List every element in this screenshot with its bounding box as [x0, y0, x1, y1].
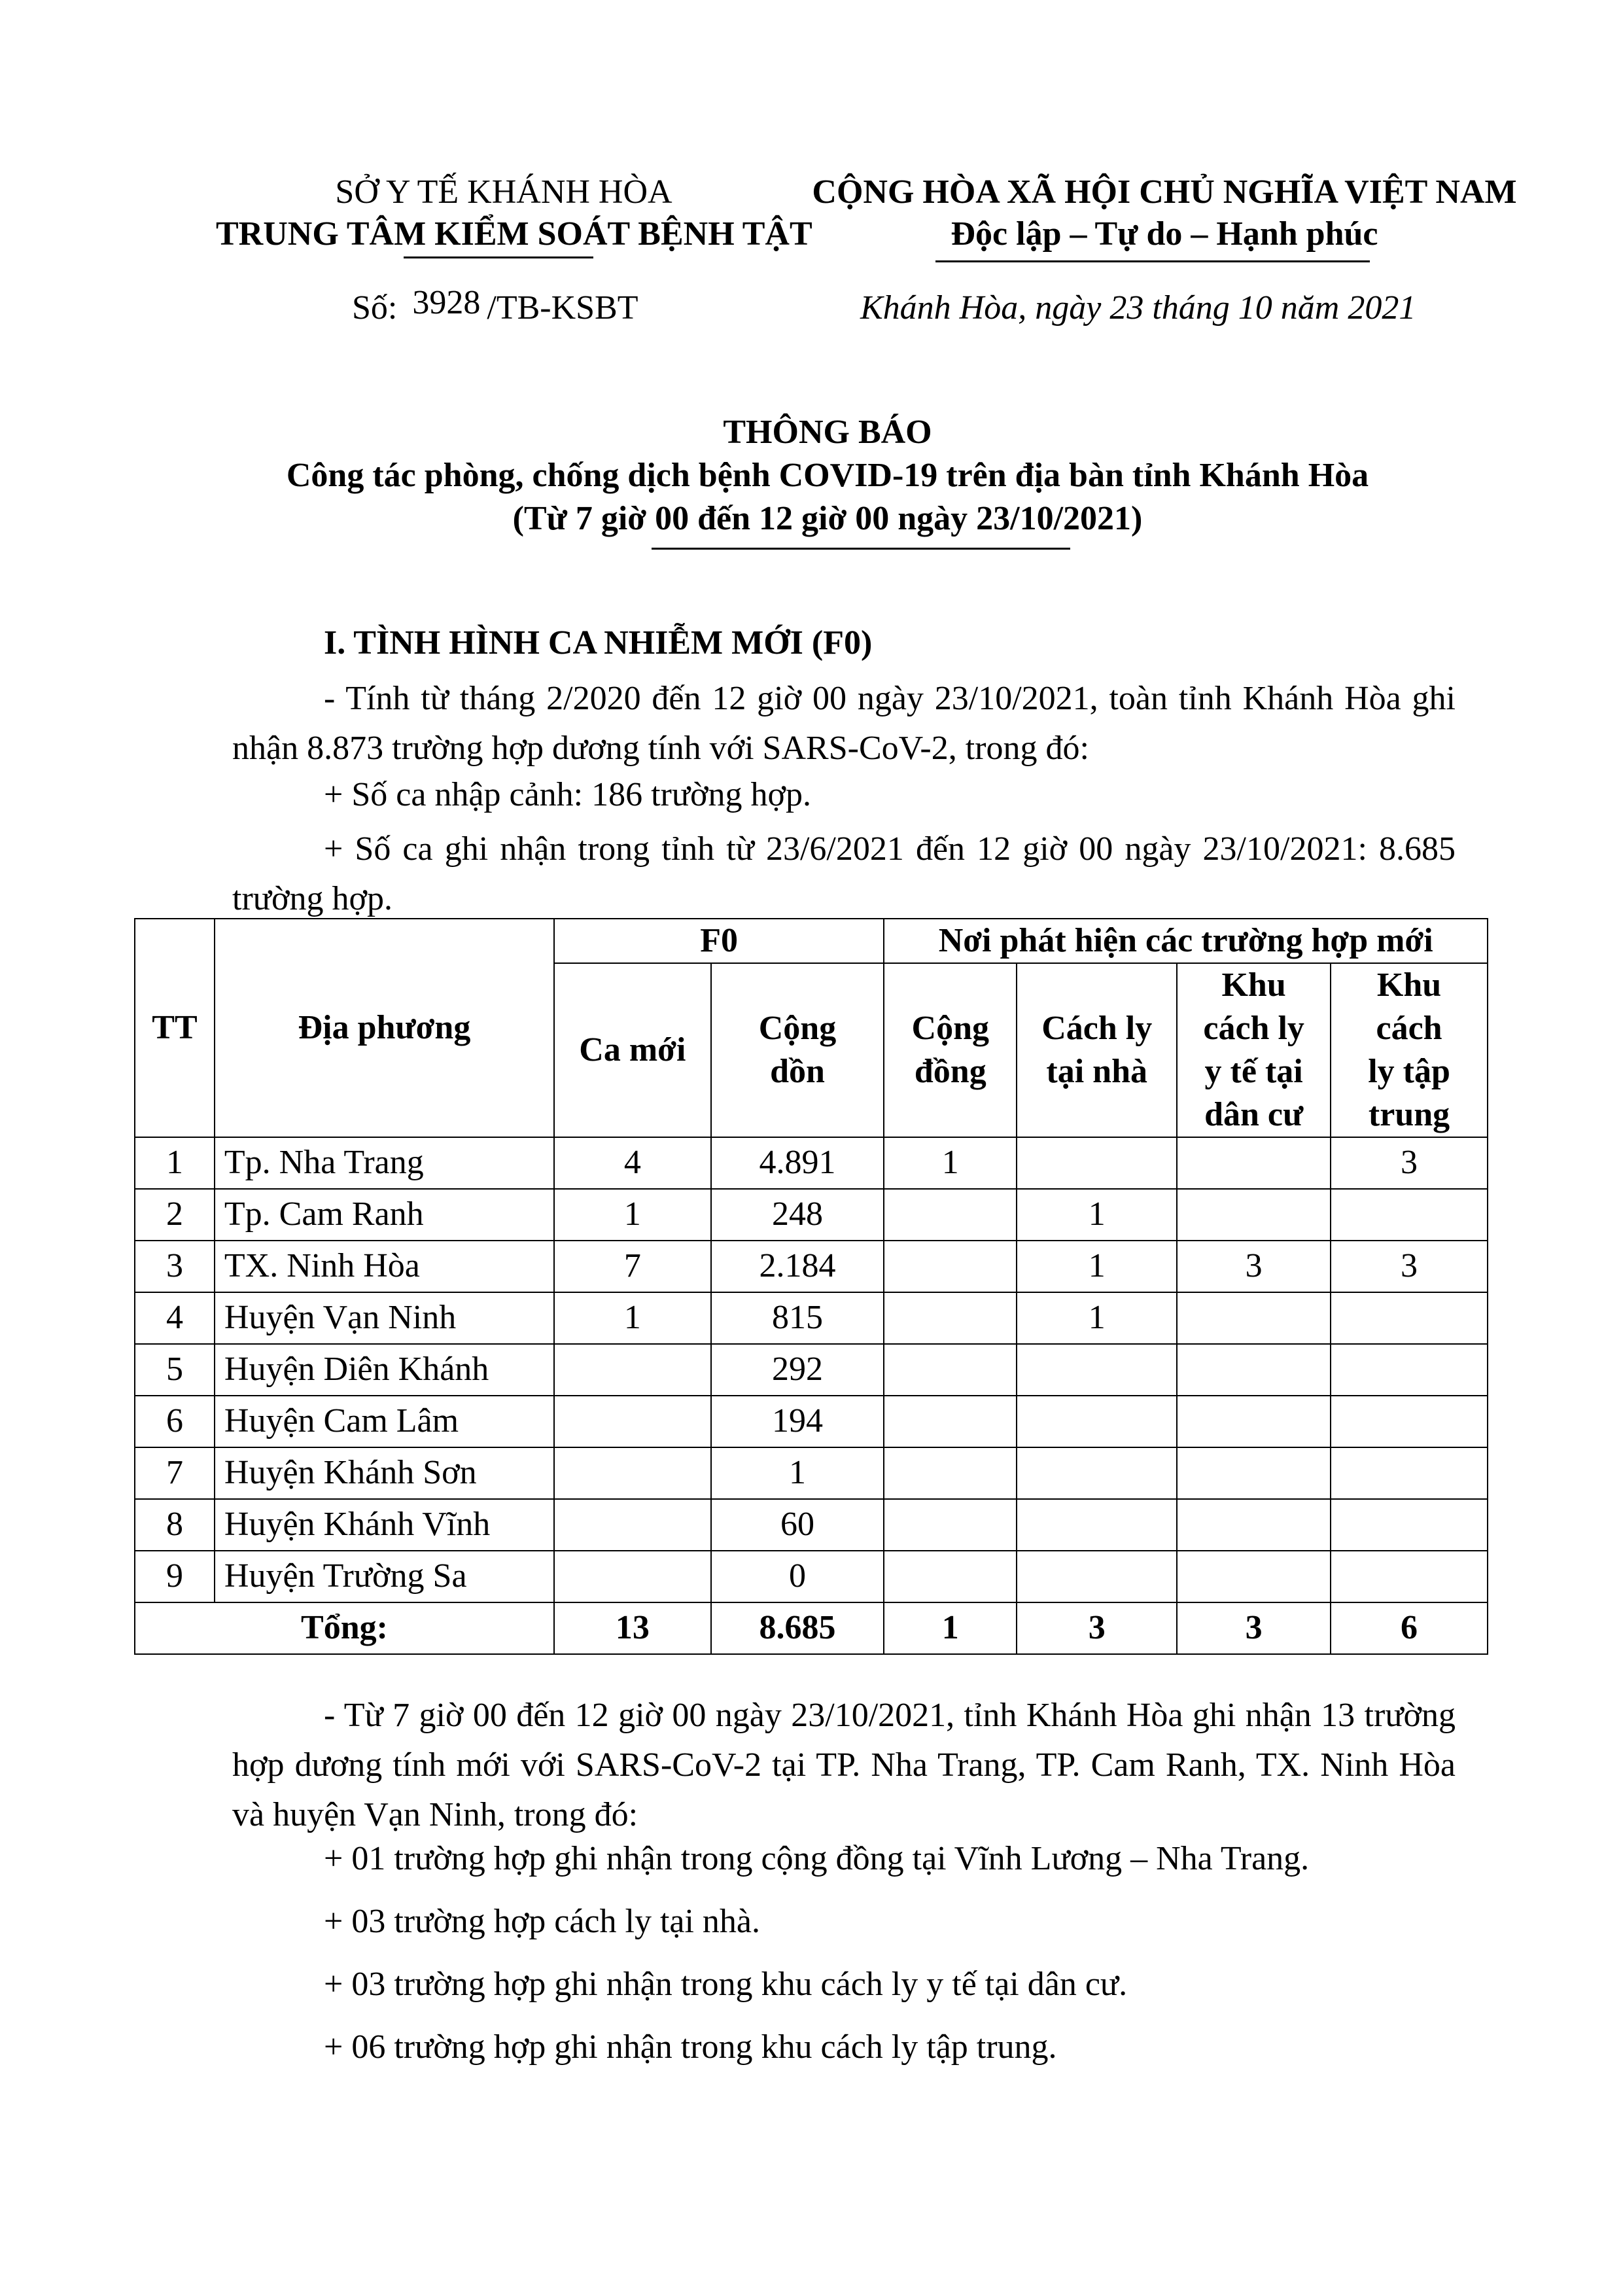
- table-cell: [1331, 1499, 1488, 1551]
- table-cell: 1: [884, 1137, 1017, 1189]
- place-date: Khánh Hòa, ngày 23 tháng 10 năm 2021: [860, 289, 1416, 327]
- table-row: [135, 1292, 1488, 1344]
- table-cell: [884, 1447, 1017, 1499]
- table-cell: 3: [1331, 1137, 1488, 1189]
- total-cell: 13: [554, 1602, 711, 1654]
- notice-title-block: [183, 411, 1472, 540]
- table-header: [135, 919, 1488, 1137]
- table-cell: 5: [135, 1344, 215, 1396]
- header-cumulative: Cộng dồn: [711, 963, 884, 1137]
- table-cell: Huyện Khánh Vĩnh: [215, 1499, 554, 1551]
- nation-name: CỘNG HÒA XÃ HỘI CHỦ NGHĨA VIỆT NAM: [812, 173, 1517, 211]
- table-cell: 1: [1017, 1241, 1177, 1292]
- table-cell: [1177, 1499, 1331, 1551]
- table-body: [135, 1137, 1488, 1654]
- section-intro: - Tính từ tháng 2/2020 đến 12 giờ 00 ngày 23/10/2021, toàn tỉnh Khánh Hòa ghi nhận 8.873 trường hợp dương tính với SARS-CoV-2, trong đó:: [232, 680, 1456, 767]
- table-cell: 3: [135, 1241, 215, 1292]
- table-cell: [1177, 1551, 1331, 1602]
- table-cell: [554, 1344, 711, 1396]
- table-cell: [1177, 1396, 1331, 1447]
- doc-number: 3928: [412, 284, 481, 321]
- new-cases-summary: - Từ 7 giờ 00 đến 12 giờ 00 ngày 23/10/2021, tỉnh Khánh Hòa ghi nhận 13 trường hợp dương tính mới với SARS-CoV-2 tại TP. Nha Trang, TP. Cam Ranh, TX. Ninh Hòa và huyện Vạn Ninh, trong đó:: [232, 1697, 1456, 1833]
- agency-block: [216, 171, 812, 255]
- table-cell: [1017, 1396, 1177, 1447]
- table-row: [135, 1551, 1488, 1602]
- table-cell: Huyện Diên Khánh: [215, 1344, 554, 1396]
- table-cell: 4.891: [711, 1137, 884, 1189]
- local-cases: + Số ca ghi nhận trong tỉnh từ 23/6/2021 đến 12 giờ 00 ngày 23/10/2021: 8.685 trường hợp.: [232, 830, 1456, 917]
- table-cell: 1: [1017, 1189, 1177, 1241]
- table-cell: 1: [554, 1292, 711, 1344]
- table-row: [135, 1241, 1488, 1292]
- table-cell: TX. Ninh Hòa: [215, 1241, 554, 1292]
- table-row: [135, 1344, 1488, 1396]
- total-cell: 8.685: [711, 1602, 884, 1654]
- table-cell: [1017, 1447, 1177, 1499]
- table-cell: 1: [711, 1447, 884, 1499]
- table-cell: 1: [135, 1137, 215, 1189]
- table-cell: [1331, 1189, 1488, 1241]
- table-cell: 2: [135, 1189, 215, 1241]
- table-cell: Tp. Nha Trang: [215, 1137, 554, 1189]
- table-cell: 292: [711, 1344, 884, 1396]
- list-item: + 06 trường hợp ghi nhận trong khu cách ly tập trung.: [324, 2028, 1057, 2066]
- table-cell: [1177, 1344, 1331, 1396]
- cases-table: [134, 918, 1488, 1655]
- total-cell: 6: [1331, 1602, 1488, 1654]
- table-cell: [554, 1551, 711, 1602]
- section-heading: I. TÌNH HÌNH CA NHIỄM MỚI (F0): [324, 624, 873, 662]
- header-locality: Địa phương: [215, 919, 554, 1137]
- list-item: + 03 trường hợp cách ly tại nhà.: [324, 1903, 761, 1940]
- header-home-isolation: Cách ly tại nhà: [1017, 963, 1177, 1137]
- header-residential-isolation: Khu cách ly y tế tại dân cư: [1177, 963, 1331, 1137]
- table-cell: 3: [1177, 1241, 1331, 1292]
- table-cell: [1177, 1189, 1331, 1241]
- table-cell: 0: [711, 1551, 884, 1602]
- header-community: Cộng đồng: [884, 963, 1017, 1137]
- table-total-row: [135, 1602, 1488, 1654]
- table-cell: 1: [1017, 1292, 1177, 1344]
- table-cell: [1017, 1344, 1177, 1396]
- table-cell: [1017, 1137, 1177, 1189]
- table-cell: [1177, 1292, 1331, 1344]
- notice-period: (Từ 7 giờ 00 đến 12 giờ 00 ngày 23/10/2021): [512, 500, 1143, 537]
- nation-block: [805, 171, 1524, 255]
- table-cell: 7: [135, 1447, 215, 1499]
- table-cell: [1331, 1551, 1488, 1602]
- total-cell: 3: [1017, 1602, 1177, 1654]
- table-cell: 194: [711, 1396, 884, 1447]
- total-cell: 1: [884, 1602, 1017, 1654]
- total-cell: 3: [1177, 1602, 1331, 1654]
- table-cell: 4: [554, 1137, 711, 1189]
- table-cell: 8: [135, 1499, 215, 1551]
- table-cell: 4: [135, 1292, 215, 1344]
- imported-cases: + Số ca nhập cảnh: 186 trường hợp.: [324, 776, 812, 813]
- table-cell: [884, 1396, 1017, 1447]
- table-cell: [884, 1551, 1017, 1602]
- table-cell: [1331, 1344, 1488, 1396]
- table-cell: Huyện Vạn Ninh: [215, 1292, 554, 1344]
- title-underline: [652, 548, 1070, 550]
- doc-number-suffix: /TB-KSBT: [487, 289, 638, 327]
- agency-underline: [404, 256, 593, 258]
- table-cell: [1331, 1292, 1488, 1344]
- notice-subtitle: Công tác phòng, chống dịch bệnh COVID-19 trên địa bàn tỉnh Khánh Hòa: [286, 457, 1369, 494]
- table-cell: Tp. Cam Ranh: [215, 1189, 554, 1241]
- table-cell: [554, 1447, 711, 1499]
- table-cell: 3: [1331, 1241, 1488, 1292]
- table-cell: Huyện Khánh Sơn: [215, 1447, 554, 1499]
- table-cell: 1: [554, 1189, 711, 1241]
- table-row: [135, 1447, 1488, 1499]
- header-where-found: Nơi phát hiện các trường hợp mới: [884, 919, 1488, 963]
- motto-underline: [935, 260, 1370, 262]
- table-cell: 248: [711, 1189, 884, 1241]
- table-cell: [884, 1499, 1017, 1551]
- table-cell: [1177, 1137, 1331, 1189]
- table-row: [135, 1499, 1488, 1551]
- table-cell: [554, 1499, 711, 1551]
- table-row: [135, 1396, 1488, 1447]
- table-cell: [1017, 1551, 1177, 1602]
- table-row: [135, 1137, 1488, 1189]
- list-item: + 01 trường hợp ghi nhận trong cộng đồng tại Vĩnh Lương – Nha Trang.: [324, 1840, 1310, 1877]
- header-f0: F0: [554, 919, 884, 963]
- document-number: [352, 284, 638, 328]
- table-cell: 7: [554, 1241, 711, 1292]
- table-cell: 815: [711, 1292, 884, 1344]
- table-cell: 9: [135, 1551, 215, 1602]
- doc-number-label: Số:: [352, 289, 398, 327]
- table-cell: [1331, 1447, 1488, 1499]
- header-new-cases: Ca mới: [554, 963, 711, 1137]
- table-cell: [884, 1241, 1017, 1292]
- notice-title: THÔNG BÁO: [723, 414, 932, 451]
- table-cell: [1017, 1499, 1177, 1551]
- national-motto: Độc lập – Tự do – Hạnh phúc: [951, 215, 1378, 253]
- issuing-agency: TRUNG TÂM KIỂM SOÁT BỆNH TẬT: [216, 215, 812, 253]
- table-row: [135, 1189, 1488, 1241]
- table-cell: Huyện Cam Lâm: [215, 1396, 554, 1447]
- table-cell: [554, 1396, 711, 1447]
- table-cell: [884, 1189, 1017, 1241]
- table-cell: 2.184: [711, 1241, 884, 1292]
- header-centralized-isolation: Khu cách ly tập trung: [1331, 963, 1488, 1137]
- list-item: + 03 trường hợp ghi nhận trong khu cách ly y tế tại dân cư.: [324, 1966, 1128, 2003]
- table-cell: Huyện Trường Sa: [215, 1551, 554, 1602]
- table-cell: [884, 1292, 1017, 1344]
- table-cell: [1177, 1447, 1331, 1499]
- table-cell: 6: [135, 1396, 215, 1447]
- total-label: Tổng:: [135, 1602, 554, 1654]
- parent-agency: SỞ Y TẾ KHÁNH HÒA: [335, 173, 672, 211]
- table-cell: [884, 1344, 1017, 1396]
- header-tt: TT: [135, 919, 215, 1137]
- table-cell: 60: [711, 1499, 884, 1551]
- table-cell: [1331, 1396, 1488, 1447]
